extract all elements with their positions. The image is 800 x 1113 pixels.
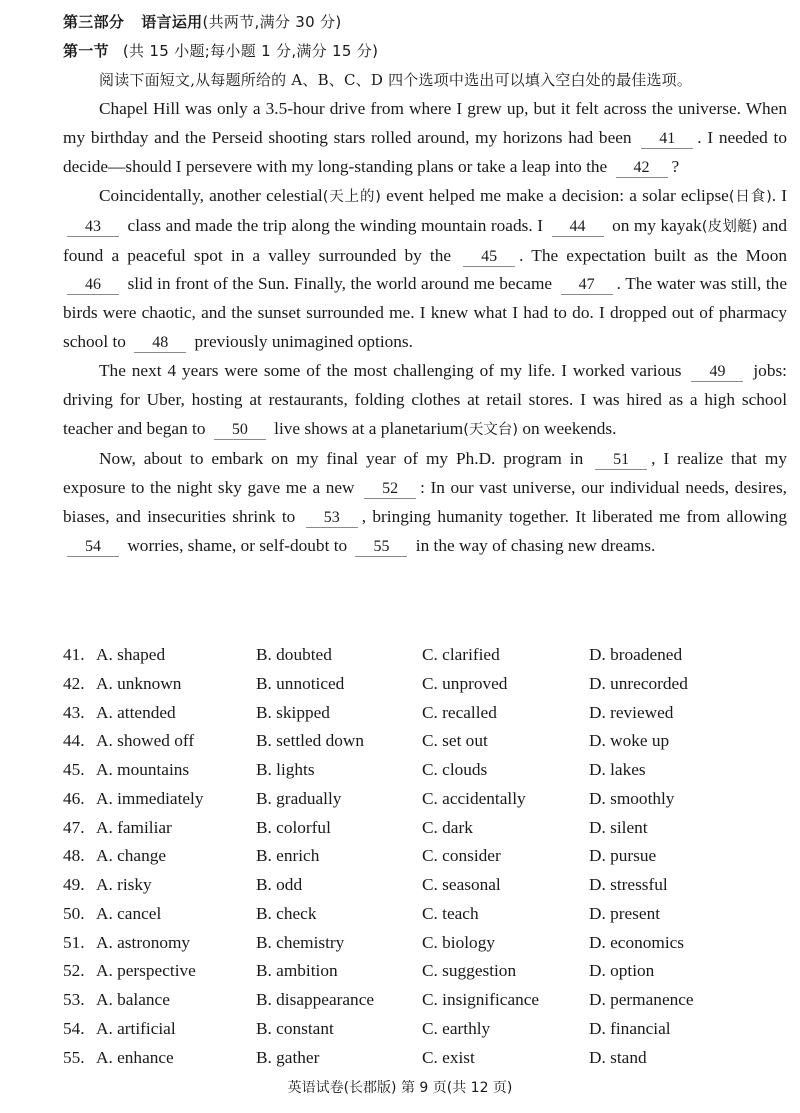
question-row	[63, 1015, 787, 1044]
option-b[interactable]: B. skipped	[256, 702, 330, 722]
paragraph-1	[63, 95, 787, 182]
question-number: 51.	[63, 932, 85, 952]
paragraph-2	[63, 182, 787, 357]
option-d[interactable]: D. reviewed	[589, 702, 674, 722]
question-number: 43.	[63, 702, 85, 722]
text: . The water was still, the birds were chaotic, and the sunset surrounded me. I knew what I had to do. I dropped out of pharmacy school to	[63, 274, 787, 352]
question-number: 54.	[63, 1018, 85, 1038]
paragraph-4	[63, 445, 787, 561]
option-d[interactable]: D. smoothly	[589, 788, 675, 808]
text: Coincidentally, another celestial	[99, 185, 323, 205]
text: , bringing humanity together. It liberated me from allowing	[361, 506, 787, 526]
option-c[interactable]: C. clouds	[422, 760, 488, 779]
blank-54[interactable]: 54	[67, 537, 119, 557]
blank-42[interactable]: 42	[616, 158, 668, 178]
text: jobs: driving for Uber, hosting at restaurants, folding clothes at retail stores. I was hired as a high school teacher and began to	[63, 361, 787, 438]
option-a[interactable]: A. mountains	[96, 760, 190, 779]
option-a[interactable]: A. risky	[96, 875, 152, 894]
question-row	[63, 699, 787, 728]
instruction: 阅读下面短文,从每题所给的 A、B、C、D 四个选项中选出可以填入空白处的最佳选项。	[99, 71, 693, 89]
option-a[interactable]: A. astronomy	[96, 932, 191, 952]
part-subtitle: 语言运用	[141, 13, 203, 31]
option-a[interactable]: A. enhance	[96, 1047, 174, 1067]
option-c[interactable]: C. recalled	[422, 702, 497, 722]
question-number: 53.	[63, 990, 85, 1009]
blank-50[interactable]: 50	[214, 420, 266, 440]
question-number: 46.	[63, 788, 85, 808]
question-number: 55.	[63, 1047, 85, 1067]
question-row	[63, 756, 787, 785]
paragraph-3	[63, 357, 787, 445]
text: live shows at a planetarium	[274, 418, 464, 438]
option-c[interactable]: C. suggestion	[422, 961, 517, 981]
blank-49[interactable]: 49	[691, 362, 743, 382]
option-c[interactable]: C. consider	[422, 846, 501, 866]
option-d[interactable]: D. financial	[589, 1018, 671, 1038]
exam-page	[63, 8, 787, 561]
question-row	[63, 842, 787, 871]
question-row	[63, 957, 787, 986]
option-c[interactable]: C. accidentally	[422, 788, 526, 808]
option-b[interactable]: B. lights	[256, 760, 315, 779]
chinese-gloss: (皮划艇)	[701, 218, 758, 235]
blank-53[interactable]: 53	[306, 508, 358, 528]
option-a[interactable]: A. familiar	[96, 817, 172, 837]
blank-52[interactable]: 52	[364, 479, 416, 499]
option-c[interactable]: C. teach	[422, 903, 479, 923]
chinese-gloss: (日食)	[728, 188, 772, 205]
option-d[interactable]: D. woke up	[589, 731, 670, 751]
question-number: 52.	[63, 961, 85, 981]
option-d[interactable]: D. broadened	[589, 645, 683, 664]
part-heading	[63, 8, 787, 37]
blank-44[interactable]: 44	[552, 217, 604, 237]
option-c[interactable]: C. dark	[422, 817, 473, 837]
question-row	[63, 670, 787, 699]
text: Chapel Hill was only a 3.5-hour drive from where I grew up, but it felt across the universe. When my birthday and the Perseid shooting stars rolled around, my horizons had been	[63, 99, 787, 147]
question-number: 41.	[63, 645, 85, 664]
question-number: 47.	[63, 817, 85, 837]
part-note: (共两节,满分 30 分)	[202, 13, 342, 31]
passage	[63, 95, 787, 561]
blank-47[interactable]: 47	[561, 275, 613, 295]
option-a[interactable]: A. showed off	[96, 731, 195, 751]
question-row	[63, 929, 787, 958]
section-note: (共 15 小题;每小题 1 分,满分 15 分)	[122, 42, 379, 60]
question-row	[63, 785, 787, 814]
option-d[interactable]: D. economics	[589, 932, 685, 952]
option-b[interactable]: B. ambition	[256, 961, 338, 981]
part-title: 第三部分	[63, 13, 125, 31]
question-row	[63, 871, 787, 900]
option-b[interactable]: B. colorful	[256, 817, 331, 837]
option-a[interactable]: A. balance	[96, 990, 170, 1009]
question-number: 44.	[63, 731, 85, 751]
text: . I needed to decide—should I persevere with my long-standing plans or take a leap into the	[63, 127, 787, 176]
question-number: 48.	[63, 846, 85, 866]
blank-41[interactable]: 41	[641, 129, 693, 149]
option-c[interactable]: C. exist	[422, 1047, 475, 1067]
blank-55[interactable]: 55	[355, 537, 407, 557]
option-c[interactable]: C. set out	[422, 731, 488, 751]
option-d[interactable]: D. lakes	[589, 760, 646, 779]
option-b[interactable]: B. enrich	[256, 846, 320, 866]
text: . The expectation built as the Moon	[519, 245, 787, 265]
question-row	[63, 986, 787, 1015]
option-d[interactable]: D. permanence	[589, 990, 694, 1009]
text: worries, shame, or self-doubt to	[127, 535, 348, 555]
option-d[interactable]: D. unrecorded	[589, 673, 688, 693]
option-a[interactable]: A. cancel	[96, 903, 162, 923]
text: previously unimagined options.	[194, 332, 413, 352]
section-heading	[63, 37, 787, 66]
question-row	[63, 1044, 787, 1073]
chinese-gloss: (天上的)	[322, 188, 381, 205]
option-b[interactable]: B. disappearance	[256, 990, 375, 1009]
text: slid in front of the Sun. Finally, the world around me became	[127, 274, 553, 294]
question-number: 45.	[63, 760, 85, 779]
option-b[interactable]: B. odd	[256, 875, 303, 894]
option-b[interactable]: B. unnoticed	[256, 673, 345, 693]
text: and found a peaceful spot in a valley surrounded by the	[63, 215, 787, 265]
blank-51[interactable]: 51	[595, 450, 647, 470]
text: , I realize that my exposure to the night sky gave me a new	[63, 448, 787, 497]
option-b[interactable]: B. gradually	[256, 788, 342, 808]
section-title: 第一节	[63, 42, 109, 60]
option-a[interactable]: A. perspective	[96, 961, 196, 981]
option-c[interactable]: C. insignificance	[422, 990, 540, 1009]
text: The next 4 years were some of the most challenging of my life. I worked various	[99, 361, 682, 381]
question-row	[63, 814, 787, 843]
option-a[interactable]: A. unknown	[96, 673, 182, 693]
option-b[interactable]: B. constant	[256, 1018, 334, 1038]
blank-43[interactable]: 43	[67, 217, 119, 237]
page-footer: 英语试卷(长郡版) 第 9 页(共 12 页)	[287, 1080, 513, 1096]
option-a[interactable]: A. change	[96, 846, 167, 866]
blank-48[interactable]: 48	[134, 333, 186, 353]
option-c[interactable]: C. clarified	[422, 645, 500, 664]
blank-45[interactable]: 45	[463, 247, 515, 267]
option-a[interactable]: A. immediately	[96, 788, 204, 808]
text: : In our vast universe, our individual needs, desires, biases, and insecurities shrink to	[63, 477, 787, 526]
option-b[interactable]: B. doubted	[256, 645, 332, 664]
option-b[interactable]: B. chemistry	[256, 932, 345, 952]
text: in the way of chasing new dreams.	[415, 535, 656, 555]
option-d[interactable]: D. option	[589, 961, 655, 981]
option-a[interactable]: A. attended	[96, 702, 176, 722]
option-b[interactable]: B. gather	[256, 1047, 320, 1067]
option-d[interactable]: D. pursue	[589, 846, 657, 866]
option-d[interactable]: D. stressful	[589, 875, 668, 894]
blank-46[interactable]: 46	[67, 275, 119, 295]
chinese-gloss: (天文台)	[463, 421, 519, 438]
text: class and made the trip along the winding mountain roads. I	[127, 215, 543, 235]
question-number: 49.	[63, 875, 85, 894]
option-c[interactable]: C. biology	[422, 932, 495, 952]
option-c[interactable]: C. unproved	[422, 673, 508, 693]
question-row	[63, 641, 787, 670]
option-d[interactable]: D. silent	[589, 817, 648, 837]
text: Now, about to embark on my final year of my Ph.D. program in	[99, 448, 584, 468]
question-row	[63, 900, 787, 929]
text: ?	[671, 156, 680, 176]
option-a[interactable]: A. shaped	[96, 645, 166, 664]
question-number: 42.	[63, 673, 85, 693]
text: . I	[771, 185, 787, 205]
question-options	[63, 641, 787, 1072]
option-c[interactable]: C. earthly	[422, 1018, 491, 1038]
option-b[interactable]: B. settled down	[256, 731, 364, 751]
question-row	[63, 727, 787, 756]
question-number: 50.	[63, 903, 85, 923]
option-d[interactable]: D. stand	[589, 1047, 647, 1067]
text: on my kayak	[612, 215, 702, 235]
option-b[interactable]: B. check	[256, 903, 317, 923]
text: on weekends.	[518, 418, 617, 438]
option-d[interactable]: D. present	[589, 903, 661, 923]
option-a[interactable]: A. artificial	[96, 1018, 176, 1038]
option-c[interactable]: C. seasonal	[422, 875, 501, 894]
text: event helped me make a decision: a solar eclipse	[380, 185, 729, 205]
